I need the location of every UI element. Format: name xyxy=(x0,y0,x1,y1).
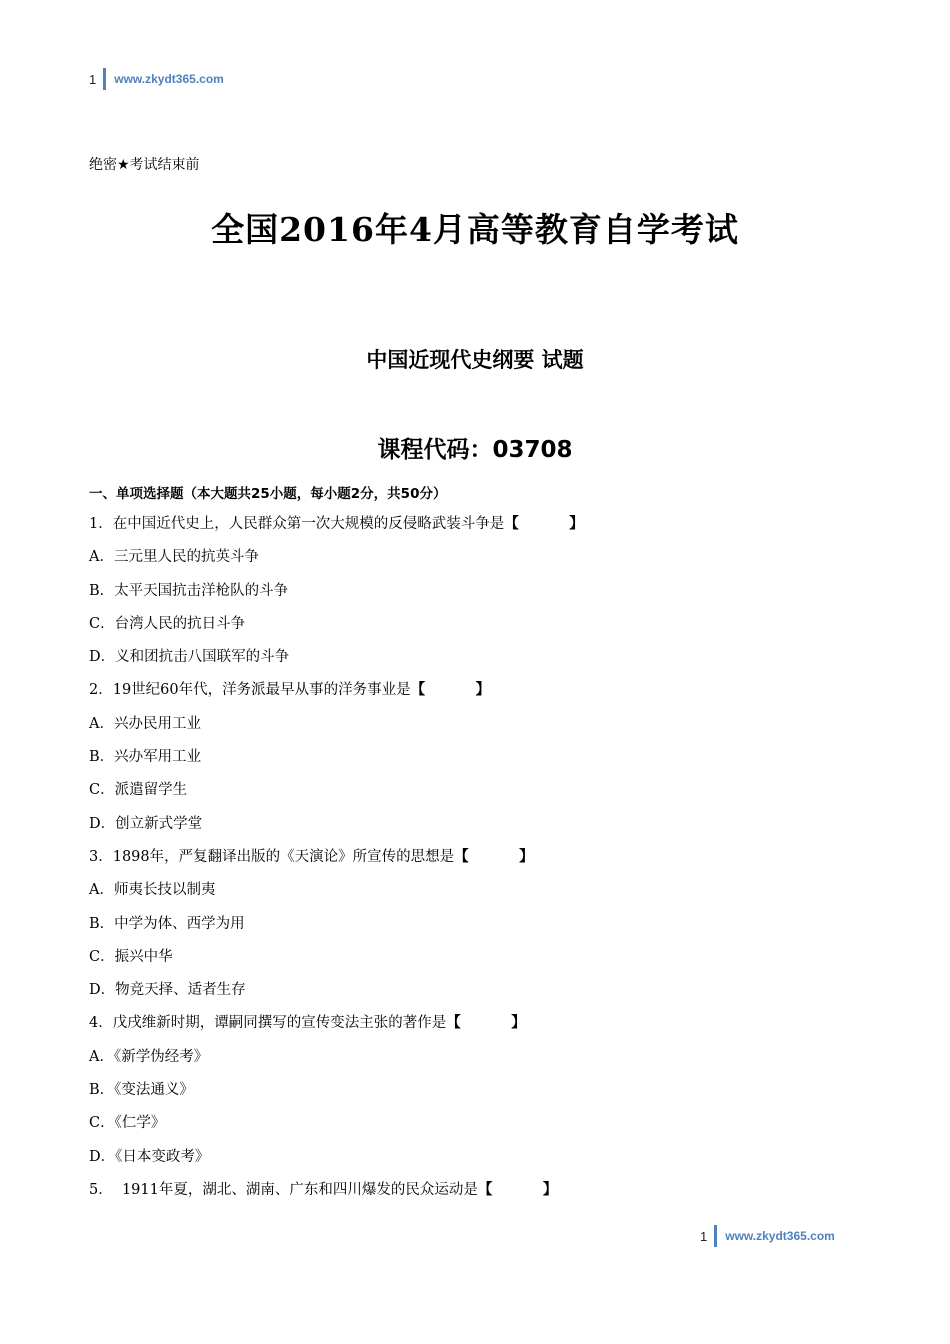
footer-page-number: 1 xyxy=(700,1228,708,1244)
footer-url: www.zkydt365.com xyxy=(725,1229,835,1243)
answer-option: D．《日本变政考》 xyxy=(89,1148,210,1165)
question-stem xyxy=(89,847,584,880)
section-heading: 一、单项选择题（本大题共25小题，每小题2分，共50分） xyxy=(89,486,447,502)
answer-option: C．派遣留学生 xyxy=(89,782,188,799)
course-code: 课程代码：03708 xyxy=(377,437,573,463)
question-text: 2．19世纪60年代，洋务派最早从事的洋务事业是 xyxy=(89,682,411,699)
answer-option: A．兴办民用工业 xyxy=(89,715,201,732)
confidential-label: 绝密★考试结束前 xyxy=(89,157,200,173)
question-text: 3．1898年，严复翻译出版的《天演论》所宣传的思想是 xyxy=(89,848,455,865)
exam-subtitle: 中国近现代史纲要 试题 xyxy=(366,348,584,372)
answer-option: B．兴办军用工业 xyxy=(89,749,202,766)
answer-option: A．师夷长技以制夷 xyxy=(89,882,216,899)
page-footer xyxy=(700,1225,835,1247)
question-stem xyxy=(89,680,584,713)
question-stem xyxy=(89,514,584,547)
answer-bracket: 【 】 xyxy=(410,682,491,699)
question-text: 5． 1911年夏，湖北、湖南、广东和四川爆发的民众运动是 xyxy=(89,1181,478,1198)
answer-option: B．《变法通义》 xyxy=(89,1082,194,1099)
page-header xyxy=(89,68,224,90)
answer-option: C．《仁学》 xyxy=(89,1115,166,1132)
header-page-number: 1 xyxy=(89,71,97,87)
exam-title: 全国2016年4月高等教育自学考试 xyxy=(211,210,739,249)
answer-option: D．义和团抗击八国联军的斗争 xyxy=(89,649,290,666)
question-list xyxy=(89,514,584,1213)
answer-option: C．台湾人民的抗日斗争 xyxy=(89,615,246,632)
header-url: www.zkydt365.com xyxy=(114,72,224,86)
answer-option: C．振兴中华 xyxy=(89,948,173,965)
answer-option: B．中学为体、西学为用 xyxy=(89,915,245,932)
question-stem xyxy=(89,1180,584,1213)
question-text: 1．在中国近代史上，人民群众第一次大规模的反侵略武装斗争是 xyxy=(89,516,505,532)
question-text: 4．戊戌维新时期，谭嗣同撰写的宣传变法主张的著作是 xyxy=(89,1015,447,1032)
answer-option: D．物竞天择、适者生存 xyxy=(89,982,246,999)
question-stem xyxy=(89,1013,584,1046)
answer-bracket: 【 】 xyxy=(454,848,534,865)
answer-option: B．太平天国抗击洋枪队的斗争 xyxy=(89,582,289,599)
answer-option: D．创立新式学堂 xyxy=(89,815,203,832)
answer-option: A．《新学伪经考》 xyxy=(89,1048,209,1065)
answer-bracket: 【 】 xyxy=(446,1015,526,1032)
answer-bracket: 【 】 xyxy=(504,516,584,532)
header-divider xyxy=(103,68,106,90)
footer-divider xyxy=(714,1225,717,1247)
answer-bracket: 【 】 xyxy=(477,1181,558,1198)
answer-option: A．三元里人民的抗英斗争 xyxy=(89,549,259,566)
